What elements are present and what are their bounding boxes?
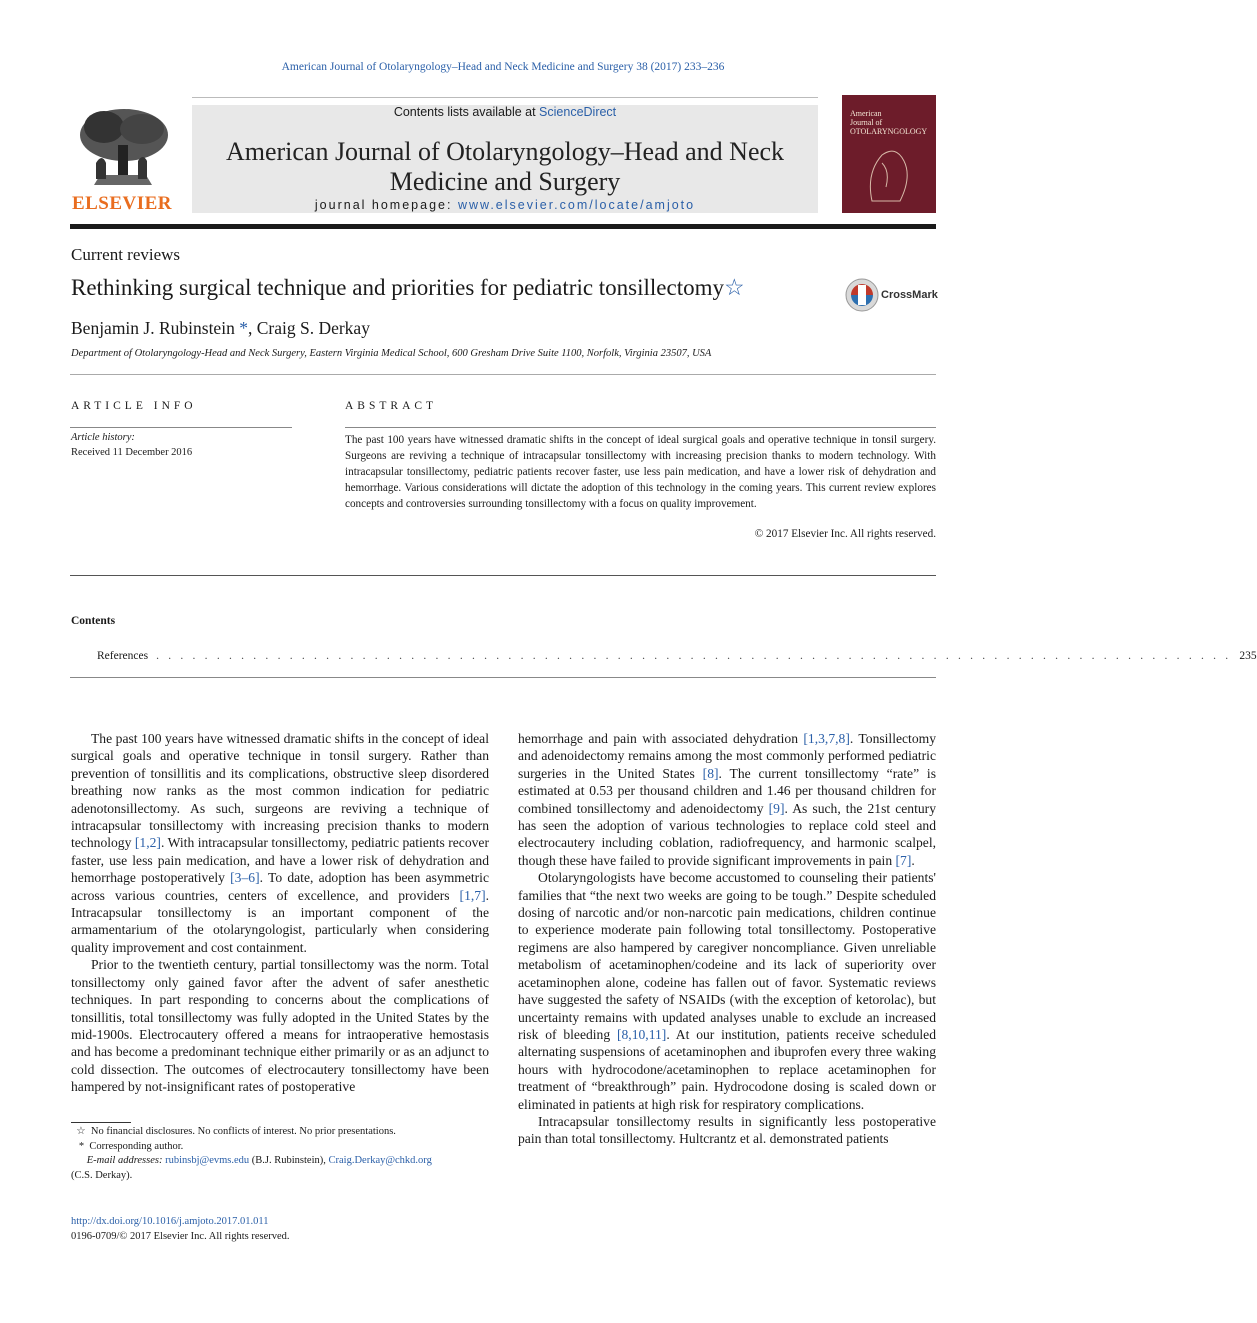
received-date: Received 11 December 2016	[71, 447, 193, 458]
crossmark-icon	[845, 276, 879, 314]
sciencedirect-link[interactable]: ScienceDirect	[539, 105, 617, 119]
title-footnote-marker[interactable]: ☆	[724, 275, 745, 300]
abstract-bottom-rule-right	[345, 575, 936, 576]
footnote-disclosure	[71, 1125, 489, 1140]
email-owner-derkay: (C.S. Derkay).	[71, 1169, 133, 1181]
article-title	[71, 275, 745, 301]
body-paragraph	[518, 869, 936, 1113]
footnote-emails	[71, 1154, 489, 1169]
toc-entry-label[interactable]: References	[97, 650, 149, 662]
journal-title	[192, 137, 818, 197]
email-link-rubinstein[interactable]: rubinsbj@evms.edu	[165, 1155, 250, 1166]
journal-cover[interactable]	[842, 95, 936, 213]
body-text: .	[911, 852, 915, 868]
header-top-rule	[192, 97, 818, 98]
toc-entry-page[interactable]: 235	[1239, 650, 1257, 662]
affiliation: Department of Otolaryngology-Head and Neck Surgery, Eastern Virginia Medical School, 600 Gresham Drive Suite 1100, Norfolk, Virginia 23507, USA	[71, 348, 712, 359]
footnote-star-marker: ☆	[76, 1126, 86, 1137]
cover-title-line2: Journal of	[850, 118, 883, 127]
header-divider	[70, 224, 936, 229]
footnote-text: Corresponding author.	[89, 1140, 184, 1152]
citation-link[interactable]: [8]	[702, 765, 719, 781]
contents-rule	[70, 677, 936, 678]
citation-link[interactable]: [7]	[895, 852, 912, 868]
contents-availability	[192, 105, 818, 119]
affiliation-rule	[70, 374, 936, 375]
contents-heading: Contents	[71, 615, 116, 627]
body-paragraph	[71, 730, 489, 956]
footnote-rule	[71, 1122, 131, 1123]
body-column-right	[518, 730, 936, 1148]
body-text: . At our institution, patients receive scheduled alternating suspensions of acetaminophen and ibuprofen every three waking hours with hydrocodone/acetaminophen to replace acetaminophen for treatment of “breakthrough” pain. Hydrocodone dosing is scaled down or eliminated in patients at high risk for respiratory complications.	[518, 1026, 936, 1112]
body-paragraph	[518, 730, 936, 869]
journal-homepage	[192, 198, 818, 212]
homepage-link[interactable]: www.elsevier.com/locate/amjoto	[457, 198, 696, 212]
body-text: hemorrhage and pain with associated dehydration	[518, 731, 804, 746]
body-paragraph	[71, 956, 489, 1095]
homepage-label: journal homepage:	[314, 198, 458, 212]
doi-link[interactable]: http://dx.doi.org/10.1016/j.amjoto.2017.01.011	[71, 1216, 269, 1227]
footnote-corresponding	[71, 1140, 489, 1155]
author-list	[71, 318, 370, 339]
cover-title-line1: American	[850, 109, 882, 118]
body-text: The past 100 years have witnessed dramatic shifts in the concept of ideal surgical goals and operative technique in tonsil surgery. Rather than prevention of tonsillitis and its complications, obstructive sleep disordered breathing now ranks as the most common indication for pediatric adenotonsillectomy. As such, surgeons are reviving a technique of intracapsular tonsillectomy with increasing precision thanks to modern technology	[71, 731, 489, 851]
footnotes	[71, 1125, 489, 1183]
cover-title-line3: OTOLARYNGOLOGY	[850, 127, 928, 136]
body-text: . Intracapsular tonsillectomy is an important component of the armamentarium of the otolaryngologist, particularly when considering quality improvement and cost containment.	[71, 887, 489, 955]
abstract-copyright: © 2017 Elsevier Inc. All rights reserved.	[754, 528, 936, 540]
body-text: . As such, the 21st century has seen the adoption of various technologies to replace cold steel and electrocautery including coblation, radiofrequency, and harmonic scalpel, though these have failed to provide significant improvements in pain	[518, 800, 937, 868]
toc-leader-dots: . . . . . . . . . . . . . . . . . . . . . . . . . . . . . . . . . . . . . . . . . . . . . . . . . . . . . . . . . . . . . . . . . . . . . . . . . . . . . . . . . . . . . . . . .	[156, 650, 1232, 662]
article-info-heading: ARTICLE INFO	[71, 400, 197, 412]
publisher-name: ELSEVIER	[71, 193, 173, 214]
body-text: . With intracapsular tonsillectomy, pediatric patients recover faster, use less pain medication, and have a lower risk of dehydration and hemorrhage postoperatively	[71, 835, 489, 886]
article-history-label: Article history:	[71, 432, 135, 443]
author-separator: ,	[247, 318, 257, 338]
crossmark-label: CrossMark	[881, 289, 938, 301]
toc-entry-references[interactable]	[97, 650, 1257, 662]
citation-link[interactable]: [1,2]	[134, 835, 161, 851]
crossmark-badge[interactable]	[845, 276, 937, 314]
cover-title	[850, 109, 927, 136]
cover-illustration-icon	[852, 143, 926, 203]
article-section: Current reviews	[71, 245, 181, 264]
abstract-bottom-rule-left	[70, 575, 345, 576]
elsevier-logo[interactable]	[70, 103, 180, 215]
footnote-text: No financial disclosures. No conflicts of interest. No prior presentations.	[90, 1126, 396, 1137]
journal-title-line2: Medicine and Surgery	[389, 167, 621, 196]
footnote-asterisk-marker: *	[78, 1140, 85, 1152]
issn-copyright: 0196-0709/© 2017 Elsevier Inc. All rights reserved.	[71, 1230, 290, 1242]
citation-link[interactable]: [3–6]	[230, 870, 260, 886]
author-rubinstein[interactable]: Benjamin J. Rubinstein	[71, 318, 235, 338]
body-paragraph	[518, 1113, 936, 1148]
citation-link[interactable]: [8,10,11]	[616, 1026, 667, 1042]
body-text: . Tonsillectomy and adenoidectomy remains among the most commonly performed pediatric surgeries in the United States	[518, 731, 936, 781]
journal-masthead	[192, 105, 818, 213]
contents-prefix: Contents lists available at	[393, 105, 540, 119]
body-text: Otolaryngologists have become accustomed to counseling their patients' families that “the next two weeks are going to be tough.” Despite scheduled dosing of narcotic and/or non-narcotic pain medications, children continue to experience moderate pain following total tonsillectomy. Postoperative regimens are also hampered by caregiver noncompliance. Given unreliable metabolism of acetaminophen/codeine and its lack of superiority over acetaminophen alone, codeine has fallen out of favor. Systematic reviews have suggested the safety of NSAIDs (with the exception of ketorolac), but uncertainty remains with updated analyses unable to exclude an increased risk of bleeding	[518, 870, 936, 1042]
abstract-rule	[345, 427, 936, 428]
elsevier-tree-icon	[74, 105, 172, 191]
email-label: E-mail addresses:	[86, 1155, 163, 1166]
article-info-rule	[70, 427, 292, 428]
body-text: . To date, adoption has been asymmetric across various countries, centers of excellence, and providers	[71, 870, 489, 903]
citation-link[interactable]: [1,7]	[459, 887, 486, 903]
body-text: Prior to the twentieth century, partial tonsillectomy was the norm. Total tonsillectomy only gained favor after the advent of safer anesthetic techniques. In part responding to concerns about the complications of tonsillitis, total tonsillectomy was fully adopted in the United States by the mid-1900s. Electrocautery offered a means for intraoperative hemostasis and has become a predominant technique either primarily or as an adjunct to cold dissection. The outcomes of electrocautery tonsillectomy have been hampered by not-insignificant rates of postoperative	[71, 957, 489, 1095]
body-text: . The current tonsillectomy “rate” is estimated at 0.53 per thousand children and 1.46 per thousand children for combined tonsillectomy and adenoidectomy	[518, 765, 937, 816]
email-link-derkay[interactable]: Craig.Derkay@chkd.org	[328, 1155, 432, 1166]
email-owner: (B.J. Rubinstein),	[249, 1155, 329, 1166]
article-title-text: Rethinking surgical technique and priorities for pediatric tonsillectomy	[71, 275, 724, 300]
citation-link[interactable]: [9]	[768, 800, 785, 816]
author-derkay[interactable]: Craig S. Derkay	[256, 318, 370, 338]
citation-link[interactable]: [1,3,7,8]	[803, 731, 850, 746]
doi-block	[71, 1215, 290, 1244]
abstract-text: The past 100 years have witnessed dramatic shifts in the concept of ideal surgical goals and operative technique in tonsil surgery. Surgeons are reviving a technique of intracapsular tonsillectomy with increasing precision thanks to modern technology. With intracapsular tonsillectomy, pediatric patients recover faster, use less pain medication, and have a lower risk of dehydration and hemorrhage. Various considerations will dictate the adoption of this technology in the coming years. This current review explores concepts and controversies surrounding tonsillectomy with a focus on quality improvement.	[345, 434, 936, 510]
body-text: Intracapsular tonsillectomy results in significantly less postoperative pain than total tonsillectomy. Hultcrantz et al. demonstrated patients	[518, 1113, 936, 1147]
abstract-heading: ABSTRACT	[345, 400, 438, 412]
journal-citation[interactable]: American Journal of Otolaryngology–Head and Neck Medicine and Surgery 38 (2017) 233–236	[281, 61, 725, 73]
body-column-left	[71, 730, 489, 1096]
corresponding-author-marker[interactable]: *	[234, 318, 248, 338]
journal-title-line1: American Journal of Otolaryngology–Head and Neck	[225, 137, 785, 166]
